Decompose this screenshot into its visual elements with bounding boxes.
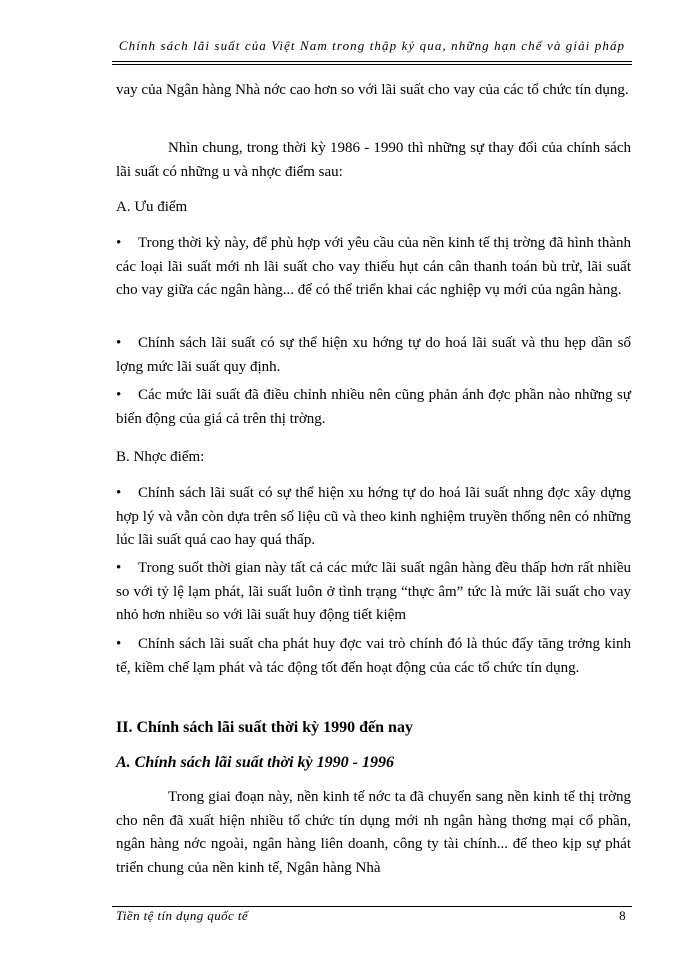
advantage-text: Trong thời kỳ này, để phù hợp với yêu cầu của nền kinh tế thị trờng đã hình thành các loại lãi suất mới nh lãi suất cho vay thiếu hụt cán cân thanh toán bù trừ, lãi suất cho vay giữa các ngân hàng... để có thể triển khai các nghiệp vụ mới của ngân hàng.: [116, 235, 631, 298]
disadvantage-item: [116, 482, 631, 553]
disadvantage-text: Trong suốt thời gian này tất cả các mức lãi suất ngân hàng đều thấp hơn rất nhiều so với tỷ lệ lạm phát, lãi suất luôn ở tình trạng “thực âm” tức là mức lãi suất cho vay nhỏ hơn nhiều so với lãi suất huy động tiết kiệm: [116, 560, 631, 623]
section-b-heading: B. Nhợc điểm:: [116, 449, 205, 465]
header-rule-top: [112, 61, 632, 62]
advantage-item: [116, 332, 631, 379]
footer-rule: [112, 906, 632, 907]
disadvantage-item: [116, 633, 631, 680]
section-a-heading: A. Ưu điểm: [116, 199, 188, 215]
disadvantage-text: Chính sách lãi suất cha phát huy đợc vai trò chính đó là thúc đẩy tăng trởng kinh tế, kiềm chế lạm phát và tác động tốt đến hoạt động của các tổ chức tín dụng.: [116, 636, 631, 676]
advantage-item: [116, 232, 631, 303]
advantage-text: Chính sách lãi suất có sự thể hiện xu hớng tự do hoá lãi suất và thu hẹp dần số lợng mức lãi suất quy định.: [116, 335, 631, 375]
paragraph-final: Trong giai đoạn này, nền kinh tế nớc ta đã chuyển sang nền kinh tế thị trờng cho nên đã xuất hiện nhiều tổ chức tín dụng mới nh ngân hàng thơng mại cổ phần, ngân hàng nớc ngoài, ngân hàng liên doanh, công ty tài chính... để theo kịp sự phát triển chung của nền kinh tế, Ngân hàng Nhà: [116, 789, 631, 876]
disadvantage-item: [116, 557, 631, 628]
bullet-icon: •: [116, 636, 122, 652]
advantage-text: Các mức lãi suất đã điều chỉnh nhiều nên cũng phản ánh đợc phần nào những sự biến động của giá cả trên thị trờng.: [116, 387, 631, 427]
footer-title: Tiền tệ tín dụng quốc tế: [116, 908, 249, 923]
footer: [116, 908, 626, 924]
section-ii-a-heading: A. Chính sách lãi suất thời kỳ 1990 - 1996: [116, 754, 394, 771]
running-header: Chính sách lãi suất của Việt Nam trong thập kỷ qua, những hạn chế và giải pháp: [118, 38, 626, 53]
page-number: 8: [619, 908, 626, 923]
paragraph-continued: vay của Ngân hàng Nhà nớc cao hơn so với lãi suất cho vay của các tổ chức tín dụng.: [116, 82, 629, 98]
bullet-icon: •: [116, 485, 122, 501]
disadvantage-text: Chính sách lãi suất có sự thể hiện xu hớng tự do hoá lãi suất nhng đợc xây dựng hợp lý và vẫn còn dựa trên số liệu cũ và theo kinh nghiệm truyền thống nên có những lúc lãi suất quá cao hay quá thấp.: [116, 485, 631, 548]
paragraph-overview: Nhìn chung, trong thời kỳ 1986 - 1990 thì những sự thay đổi của chính sách lãi suất có những u và nhợc điểm sau:: [116, 140, 631, 180]
section-ii-heading: II. Chính sách lãi suất thời kỳ 1990 đến nay: [116, 719, 413, 736]
header-rule-bottom: [112, 64, 632, 65]
bullet-icon: •: [116, 335, 122, 351]
advantage-item: [116, 384, 631, 431]
bullet-icon: •: [116, 560, 122, 576]
bullet-icon: •: [116, 235, 122, 251]
bullet-icon: •: [116, 387, 122, 403]
